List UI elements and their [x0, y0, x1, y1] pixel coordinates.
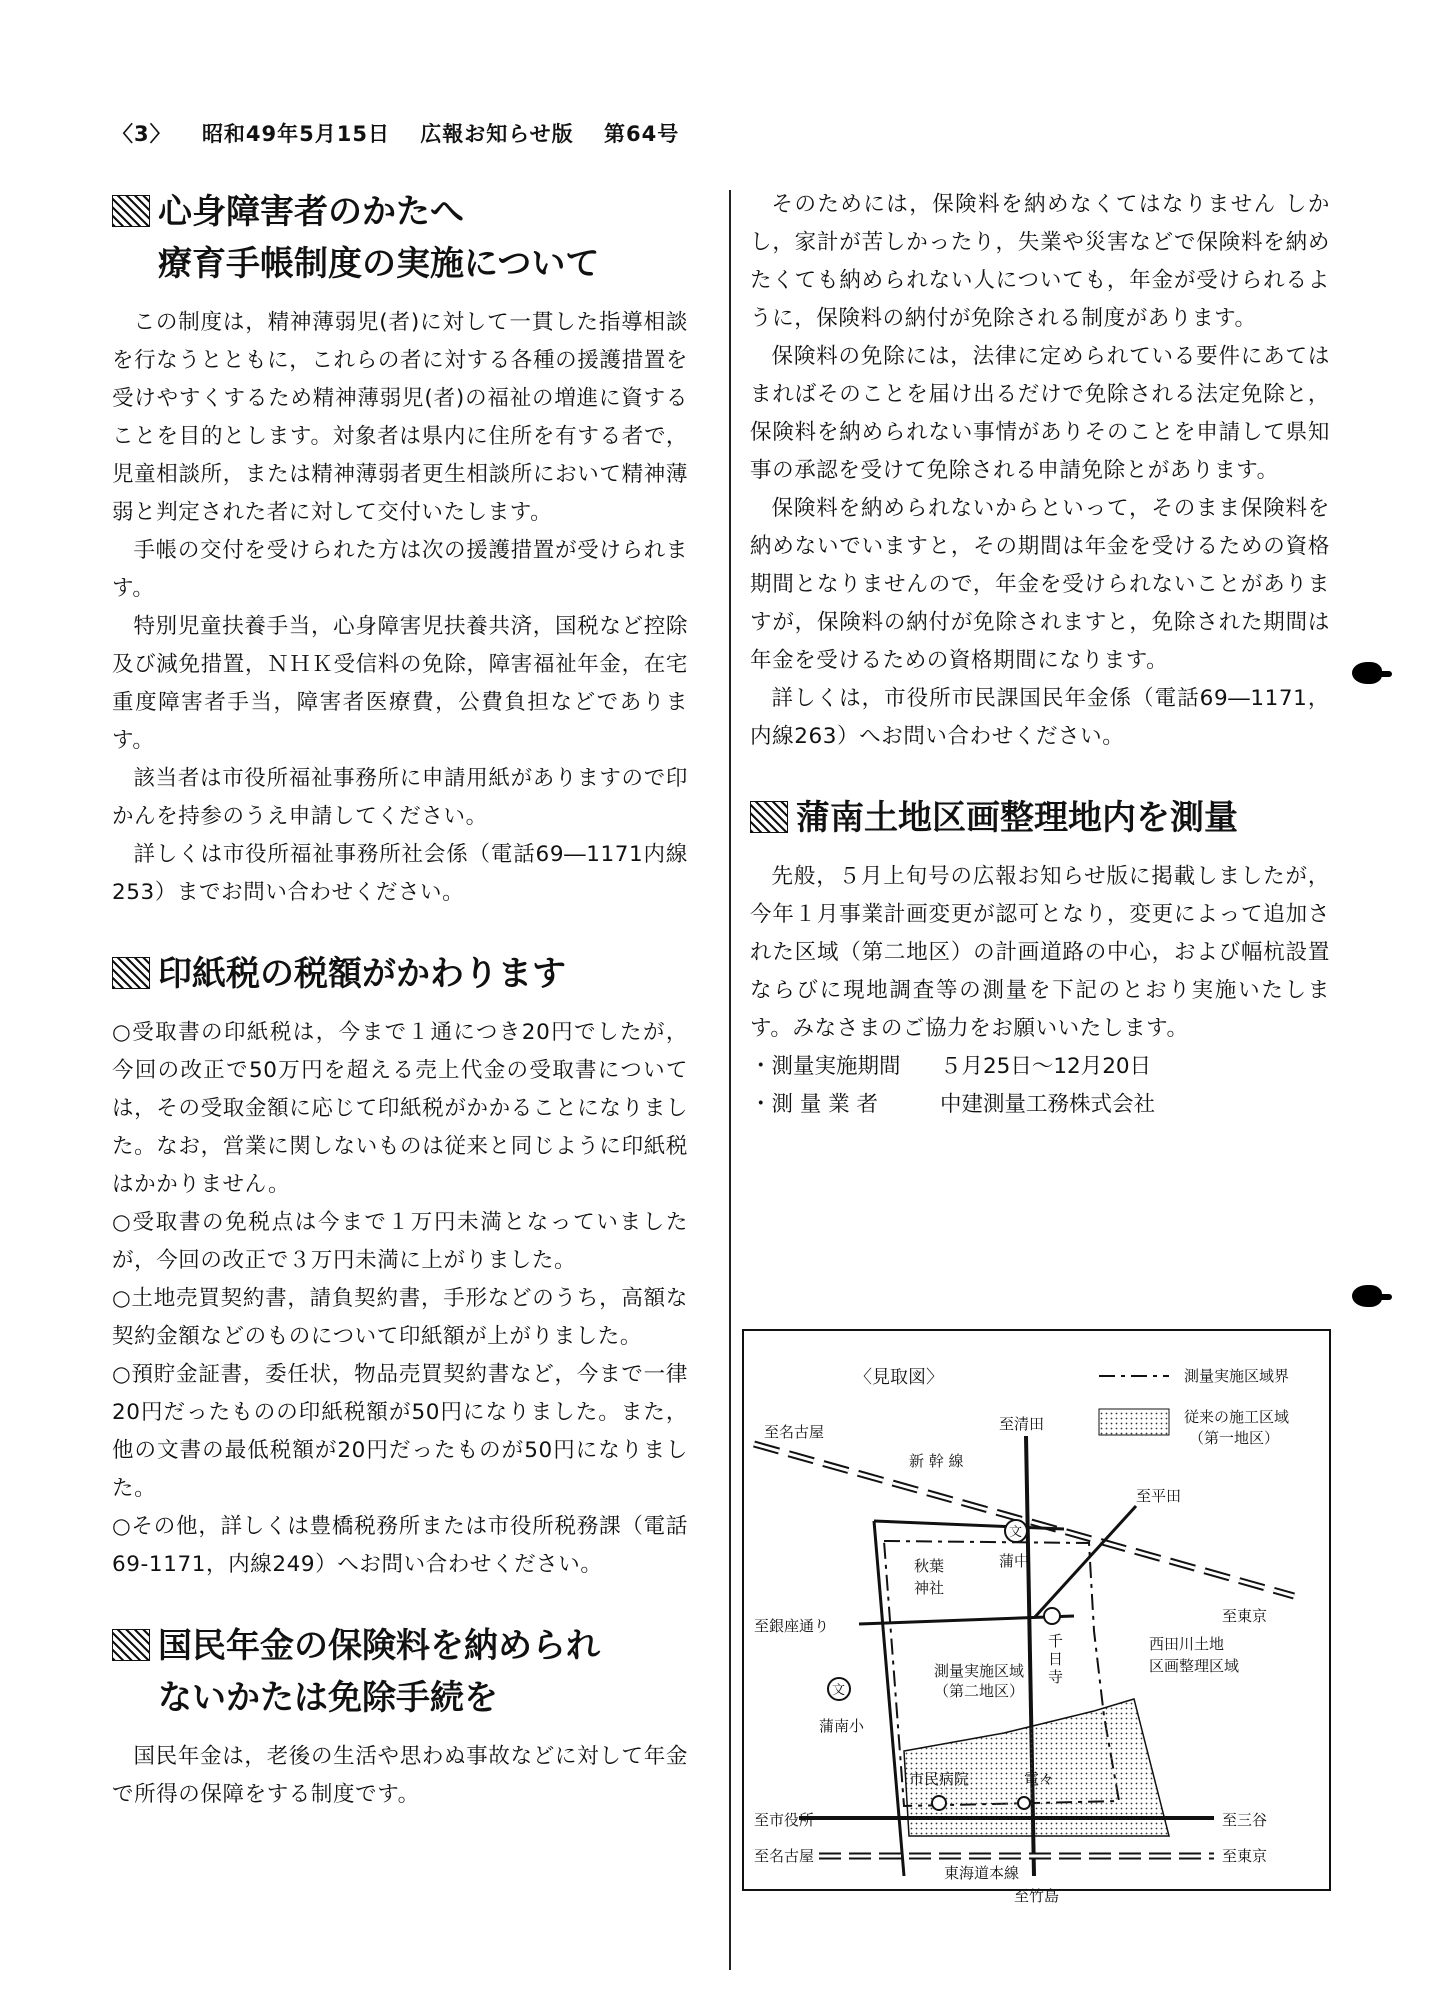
legend-previous-area-sublabel: （第一地区）	[1189, 1429, 1280, 1447]
survey-contractor	[750, 1086, 1330, 1124]
punch-hole-mark	[1352, 1285, 1382, 1307]
shinkansen-line-inner	[754, 1444, 1294, 1596]
to-hirata-label: 至平田	[1136, 1487, 1182, 1505]
paragraph: この制度は，精神薄弱児(者)に対して一貫した指導相談を行なうとともに，これらの者に対する各種の援護措置を受けやすくするため精神薄弱児(者)の福祉の増進に資することを目的とします。対象者は県内に住所を有する者で，児童相談所，または精神薄弱者更生相談所において精神薄弱と判定された者に対して交付いたします。	[112, 310, 688, 525]
hatch-icon	[112, 1629, 150, 1661]
paragraph: 先般，５月上旬号の広報お知らせ版に掲載しましたが，今年１月事業計画変更が認可となり，変更によって追加された区域（第二地区）の計画道路の中心，および幅杭設置ならびに現地調査等の測量を下記のとおり実施いたします。みなさまのご協力をお願いいたします。	[750, 864, 1330, 1041]
akiba-label-2: 神社	[914, 1579, 945, 1597]
senjuji-label-3: 寺	[1048, 1668, 1064, 1686]
to-tokyo-bottom-label: 至東京	[1222, 1847, 1268, 1865]
paragraph: 保険料を納められないからといって，そのまま保険料を納めないでいますと，その期間は年金を受けるための資格期間となりませんので，年金を受けられないことがありますが，保険料の納付が免除されますと，免除された期間は年金を受けるための資格期間になります。	[750, 496, 1330, 673]
road-west	[874, 1521, 904, 1876]
senjuji-icon	[1044, 1608, 1060, 1624]
heading-line: 心身障害者のかたへ	[158, 192, 464, 232]
paragraph: ○受取書の印紙税は，今まで１通につき20円でしたが，今回の改正で50万円を超える売上代金の受取書については，その受取金額に応じて印紙税がかかることになりました。なお，営業に関しないものは従来と同じように印紙税はかかりません。	[112, 1020, 688, 1197]
to-kiyota-label: 至清田	[999, 1415, 1045, 1433]
item-label: ・測 量 業 者	[750, 1092, 879, 1117]
column-divider	[729, 190, 731, 1970]
heading-line: 療育手帳制度の実施について	[158, 244, 600, 284]
senjuji-label-2: 日	[1048, 1650, 1064, 1668]
article-survey	[750, 792, 1330, 1124]
gamagori-naka-label: 蒲中	[999, 1552, 1030, 1570]
article-heading	[750, 792, 1330, 844]
previous-area-shape	[904, 1699, 1169, 1836]
punch-hole-mark	[1352, 662, 1382, 684]
to-mitani-label: 至三谷	[1222, 1811, 1268, 1829]
shinkansen-label: 新 幹 線	[909, 1452, 964, 1470]
to-ginza-label: 至銀座通り	[754, 1617, 830, 1635]
article-heading	[112, 1620, 688, 1724]
heading-line: ないかたは免除手続を	[158, 1678, 498, 1718]
school-mark-minami: 文	[832, 1683, 846, 1698]
issue-date: 昭和49年5月15日	[201, 122, 390, 146]
map-title: 〈見取図〉	[854, 1367, 944, 1388]
senjuji-label: 千	[1048, 1632, 1064, 1650]
article-heading	[112, 948, 688, 1000]
item-value: 中建測量工務株式会社	[940, 1092, 1156, 1117]
survey-area-label: 測量実施区域	[934, 1662, 1025, 1680]
legend-previous-area-label: 従来の施工区域	[1184, 1408, 1290, 1426]
map-drawing	[744, 1331, 1329, 1905]
paragraph: 手帳の交付を受けられた方は次の援護措置が受けられます。	[112, 538, 688, 601]
paragraph: 詳しくは，市役所市民課国民年金係（電話69―1171，内線263）へお問い合わせください。	[750, 686, 1330, 749]
hatch-icon	[750, 801, 788, 833]
article-disabled	[112, 186, 688, 912]
to-nagoya-bottom-label: 至名古屋	[754, 1847, 815, 1865]
hospital-label: 市民病院	[909, 1770, 970, 1788]
paragraph: 国民年金は，老後の生活や思わぬ事故などに対して年金で所得の保障をする制度です。	[112, 1744, 688, 1807]
to-takeshima-label: 至竹島	[1014, 1887, 1060, 1905]
legend-boundary-label: 測量実施区域界	[1184, 1367, 1290, 1385]
legend-previous-area-swatch	[1099, 1409, 1169, 1435]
hatch-icon	[112, 957, 150, 989]
article-heading	[112, 186, 688, 290]
gamagori-minami-label: 蒲南小	[819, 1717, 865, 1735]
paragraph: 特別児童扶養手当，心身障害児扶養共済，国税など控除及び減免措置，ＮＨＫ受信料の免除，障害福祉年金，在宅重度障害者手当，障害者医療費，公費負担などであります。	[112, 614, 688, 753]
to-nagoya-label: 至名古屋	[764, 1423, 825, 1441]
heading-line: 蒲南土地区画整理地内を測量	[796, 798, 1238, 838]
survey-area-map	[742, 1329, 1331, 1905]
issue-number: 第64号	[604, 122, 680, 146]
item-label: ・測量実施期間	[750, 1054, 901, 1079]
nishitagawa-label-2: 区画整理区域	[1149, 1657, 1240, 1675]
tokaido-label: 東海道本線	[944, 1864, 1020, 1882]
paragraph: ○その他，詳しくは豊橋税務所または市役所税務課（電話69-1171，内線249）へお問い合わせください。	[112, 1514, 688, 1577]
to-city-hall-label: 至市役所	[754, 1811, 815, 1829]
paragraph: ○土地売買契約書，請負契約書，手形などのうち，高額な契約金額などのものについて印紙額が上がりました。	[112, 1286, 688, 1349]
survey-area-label-2: （第二地区）	[934, 1682, 1025, 1700]
paragraph: 保険料の免除には，法律に定められている要件にあてはまればそのことを届け出るだけで免除される法定免除と，保険料を納められない事情がありそのことを申請して県知事の承認を受けて免除される申請免除とがあります。	[750, 344, 1330, 483]
hospital-icon	[932, 1796, 946, 1810]
right-column	[750, 186, 1330, 1124]
paragraph: 詳しくは市役所福祉事務所社会係（電話69―1171内線253）までお問い合わせください。	[112, 842, 688, 905]
paragraph: そのためには，保険料を納めなくてはなりません しかし，家計が苦しかったり，失業や災害などで保険料を納めたくても納められない人についても，年金が受けられるように，保険料の納付が免除される制度があります。	[750, 192, 1330, 331]
heading-line: 国民年金の保険料を納められ	[158, 1626, 600, 1666]
heading-line: 印紙税の税額がかわります	[158, 954, 566, 994]
paragraph: ○受取書の免税点は今まで１万円未満となっていましたが，今回の改正で３万円未満に上がりました。	[112, 1210, 688, 1273]
left-column	[112, 186, 688, 1814]
publication-title: 広報お知らせ版	[420, 122, 574, 146]
to-tokyo-label: 至東京	[1222, 1607, 1268, 1625]
paragraph: 該当者は市役所福祉事務所に申請用紙がありますので印かんを持参のうえ申請してください。	[112, 766, 688, 829]
page-header	[112, 118, 701, 148]
article-pension-continued	[750, 186, 1330, 756]
akiba-label: 秋葉	[914, 1557, 945, 1575]
hatch-icon	[112, 195, 150, 227]
survey-period	[750, 1048, 1330, 1086]
denden-icon	[1018, 1797, 1030, 1809]
item-value: ５月25日～12月20日	[940, 1054, 1152, 1079]
school-mark: 文	[1009, 1525, 1023, 1540]
article-stamp-tax	[112, 948, 688, 1584]
article-pension	[112, 1620, 688, 1814]
nishitagawa-label: 西田川土地	[1149, 1635, 1225, 1653]
road-ginza	[859, 1616, 1074, 1624]
paragraph: ○預貯金証書，委任状，物品売買契約書など，今まで一律20円だったものの印紙税額が50円になりました。また，他の文書の最低税額が20円だったものが50円になりました。	[112, 1362, 688, 1501]
road-to-hirata	[1034, 1506, 1136, 1618]
denden-label: 電々	[1024, 1770, 1055, 1788]
page-number: 〈3〉	[112, 122, 172, 146]
